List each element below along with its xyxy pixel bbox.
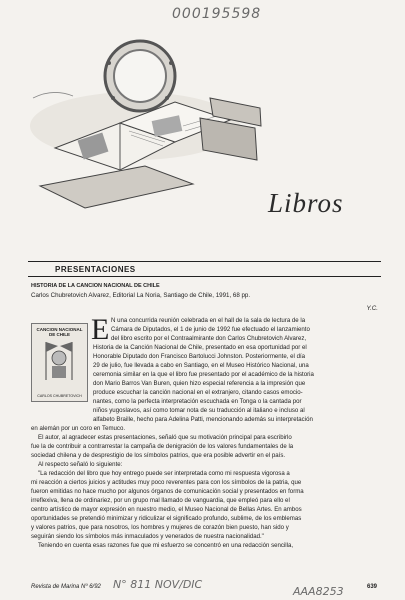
body-line: fueron emitidas no hace mucho por algunos órganos de comunicación social y presentados en forma	[31, 488, 304, 495]
body-line: 29 de julio, fue llevada a cabo en Santiago, en el Museo Histórico Nacional, una	[93, 362, 309, 369]
section-title: PRESENTACIONES	[55, 265, 136, 274]
book-porthole-illustration	[25, 38, 275, 218]
section-divider	[28, 276, 381, 277]
cover-title: CANCION NACIONAL DE CHILE	[36, 327, 83, 337]
book-cover-image	[31, 323, 88, 402]
cover-portrait-image	[40, 338, 78, 382]
body-line: mi reacción a ciertos juicios y actitudes muy poco reverentes para con los símbolos de la patria, que	[31, 479, 302, 486]
body-line: Historia de la Canción Nacional de Chile, presentado en esa oportunidad por el	[93, 344, 307, 351]
body-line: "La redacción del libro que hoy entrego puede ser interpretada como mi respuesta vigorosa a	[38, 470, 290, 477]
body-line: produce escuchar la canción nacional en el extranjero, citando casos emocio-	[93, 389, 303, 396]
body-line: El autor, al agradecer estas presentaciones, señaló que su motivación principal para escribirlo	[38, 434, 292, 441]
handwritten-catalog-code: AAA8253	[293, 585, 344, 598]
body-line: sociedad chilena y de desprestigio de los símbolos patrios, que era posible advertir en el país.	[31, 452, 286, 459]
body-line: Honorable Diputado don Francisco Bartolucci Johnston. Posteriormente, el día	[93, 353, 306, 360]
body-line: en alemán por un coro en Temuco.	[31, 425, 126, 432]
body-line: y valores patrios, que para nosotros, los hombres y mujeres de corazón bien puesto, han sido y	[31, 524, 289, 531]
book-reference: Carlos Chubretovich Alvarez, Editorial La Noria, Santiago de Chile, 1991, 68 pp.	[31, 292, 251, 299]
body-line: Teniendo en cuenta esas razones fue que mi esfuerzo se concentró en una redacción sencilla,	[38, 542, 294, 549]
body-line: fue la de contribuir a contrarrestar la campaña de denigración de los valores fundamentales de la	[31, 443, 294, 450]
cover-author: CARLOS CHUBRETOVICH	[37, 394, 82, 398]
section-heading-libros: Libros	[268, 188, 344, 218]
handwritten-issue-note: N° 811 NOV/DIC	[113, 578, 203, 591]
handwritten-accession-number: 000195598	[172, 6, 262, 22]
body-line: irreflexiva, llena de ordinariez, por un grupo mal llamado de vanguardia, que empleó para ello el	[31, 497, 290, 504]
body-line: seguirán siendo los símbolos más inmaculados y venerados de nuestra nacionalidad."	[31, 533, 264, 540]
body-line: Cámara de Diputados, el 1 de junio de 1992 fue efectuado el lanzamiento	[111, 326, 310, 333]
page-number: 639	[366, 584, 377, 590]
body-line: Al respecto señaló lo siguiente:	[38, 461, 123, 468]
body-line: alfabeto Braille, hecho para Adelina Patti, mencionando además su interpretación	[93, 416, 313, 423]
body-line: del libro escrito por el Contraalmirante don Carlos Chubretovich Alvarez,	[111, 335, 307, 342]
top-divider	[28, 261, 381, 262]
book-title: HISTORIA DE LA CANCION NACIONAL DE CHILE	[31, 283, 160, 289]
body-line: N una concurrida reunión celebrada en el hall de la sala de lectura de la	[111, 317, 306, 324]
body-line: niños yugoslavos, así como tomar nota de su traducción al italiano e incluso al	[93, 407, 305, 414]
body-line: oportunidades se pretendió minimizar y ridiculizar el significado profundo, sublime, de los emblemas	[31, 515, 302, 522]
body-line: centro artístico de mayor expresión en nuestro medio, el Museo Nacional de Bellas Artes. En ambos	[31, 506, 302, 513]
body-line: ceremonia similar en la que el libro fue presentado por el académico de la historia	[93, 371, 314, 378]
body-line: don Mario Barros Van Buren, quien hizo especial referencia a la impresión que	[93, 380, 306, 387]
drop-cap: E	[91, 313, 110, 346]
journal-footer: Revista de Marina Nº 6/92	[31, 584, 101, 590]
body-line: nantes, como la perfecta interpretación escuchada en Tonga o la cantada por	[93, 398, 302, 405]
reviewer-initials: Y.C.	[366, 305, 378, 312]
